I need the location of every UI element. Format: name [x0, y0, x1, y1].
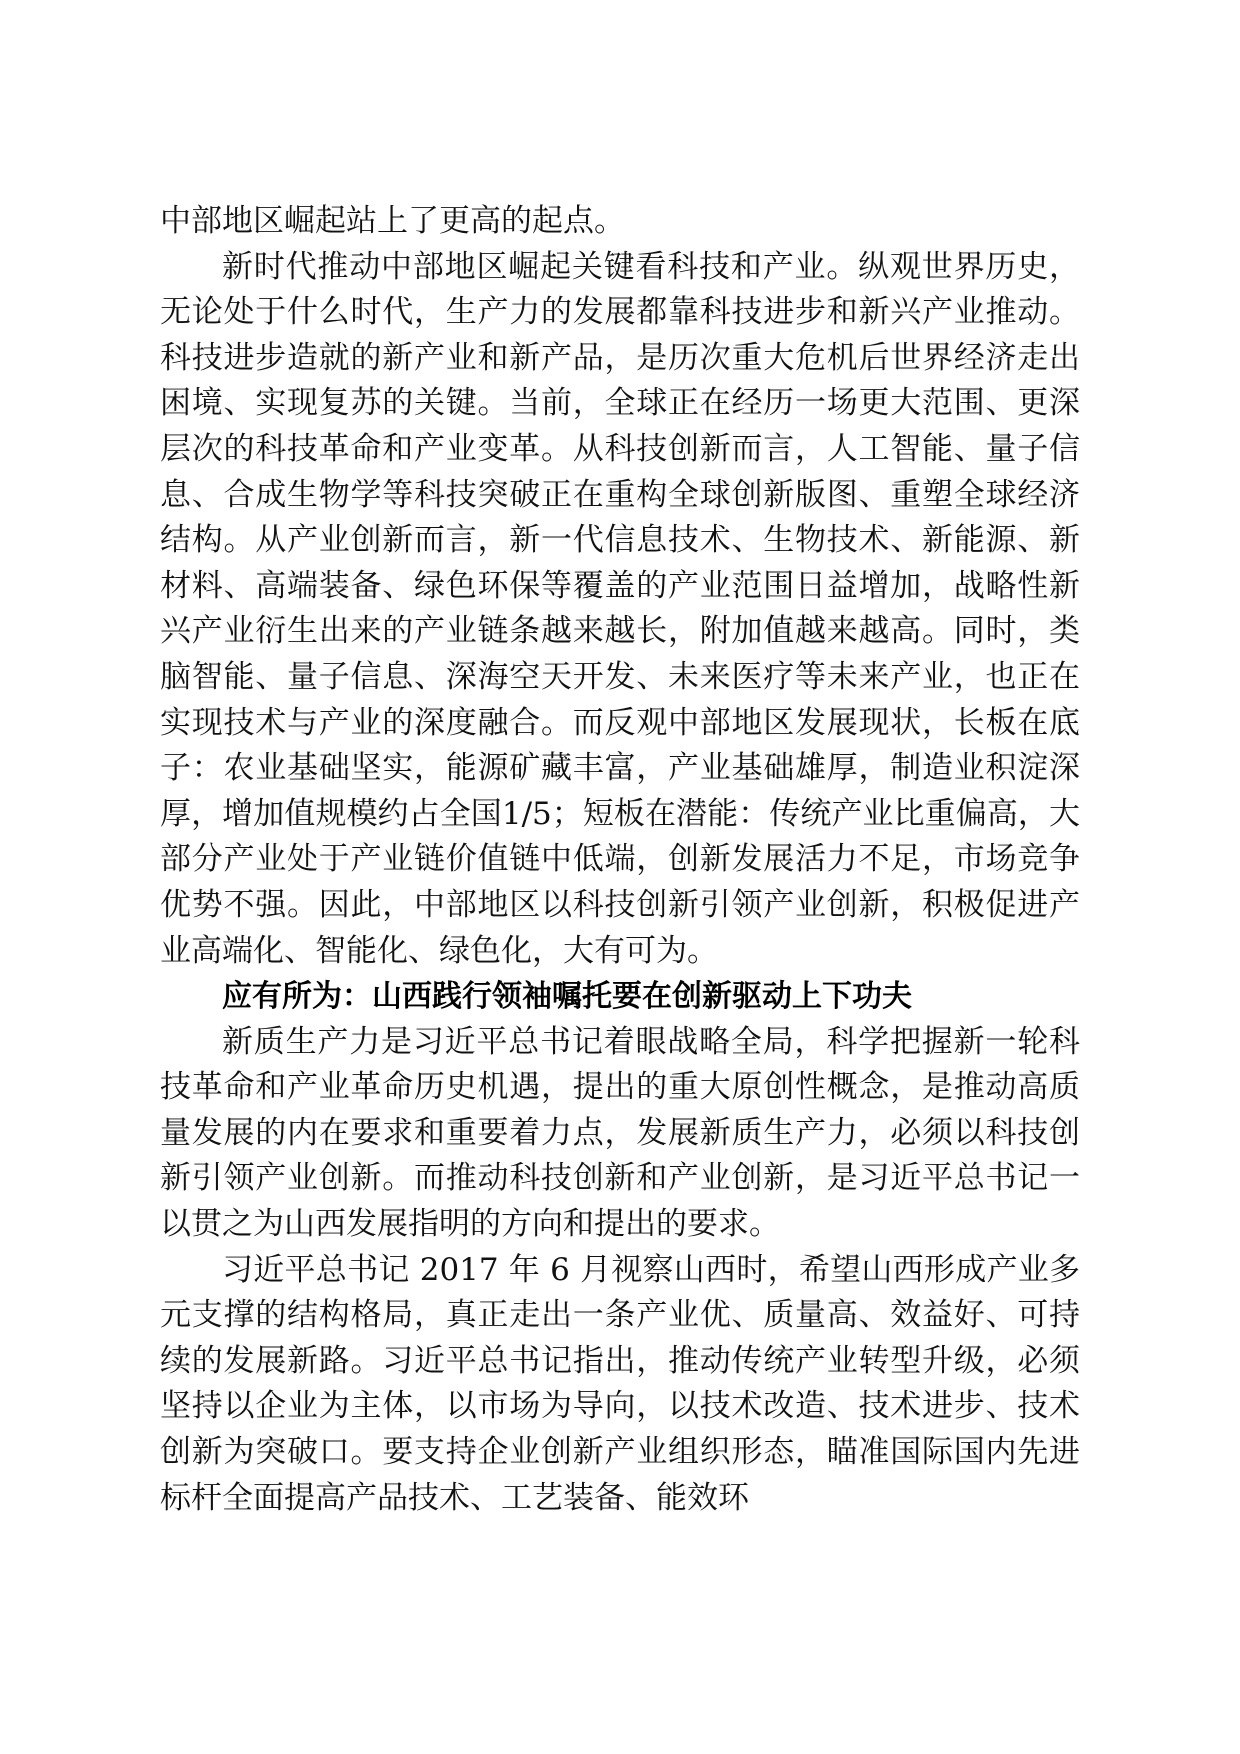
paragraph-tech-and-industry: 新时代推动中部地区崛起关键看科技和产业。纵观世界历史，无论处于什么时代，生产力的发展都靠科技进步和新兴产业推动。科技进步造就的新产业和新产品，是历次重大危机后世界经济走出困境、实现复苏的关键。当前，全球正在经历一场更大范围、更深层次的科技革命和产业变革。从科技创新而言，人工智能、量子信息、合成生物学等科技突破正在重构全球创新版图、重塑全球经济结构。从产业创新而言，新一代信息技术、生物技术、新能源、新材料、高端装备、绿色环保等覆盖的产业范围日益增加，战略性新兴产业衍生出来的产业链条越来越长，附加值越来越高。同时，类脑智能、量子信息、深海空天开发、未来医疗等未来产业，也正在实现技术与产业的深度融合。而反观中部地区发展现状，长板在底子：农业基础坚实，能源矿藏丰富，产业基础雄厚，制造业积淀深厚，增加值规模约占全国1/5；短板在潜能：传统产业比重偏高，大部分产业处于产业链价值链中低端，创新发展活力不足，市场竞争优势不强。因此，中部地区以科技创新引领产业创新，积极促进产业高端化、智能化、绿色化，大有可为。	[160, 248, 1080, 969]
section-heading: 应有所为：山西践行领袖嘱托要在创新驱动上下功夫	[222, 979, 912, 1015]
document-body	[160, 199, 1080, 1521]
paragraph-continuation: 中部地区崛起站上了更高的起点。	[160, 203, 625, 239]
paragraph-2017-shanxi-visit: 习近平总书记 2017 年 6 月视察山西时，希望山西形成产业多元支撑的结构格局，真正走出一条产业优、质量高、效益好、可持续的发展新路。习近平总书记指出，推动传统产业转型升级，必须坚持以企业为主体，以市场为导向，以技术改造、技术进步、技术创新为突破口。要支持企业创新产业组织形态，瞄准国际国内先进标杆全面提高产品技术、工艺装备、能效环	[160, 1251, 1080, 1516]
paragraph-new-productivity: 新质生产力是习近平总书记着眼战略全局，科学把握新一轮科技革命和产业革命历史机遇，提出的重大原创性概念，是推动高质量发展的内在要求和重要着力点，发展新质生产力，必须以科技创新引领产业创新。而推动科技创新和产业创新，是习近平总书记一以贯之为山西发展指明的方向和提出的要求。	[160, 1023, 1080, 1243]
